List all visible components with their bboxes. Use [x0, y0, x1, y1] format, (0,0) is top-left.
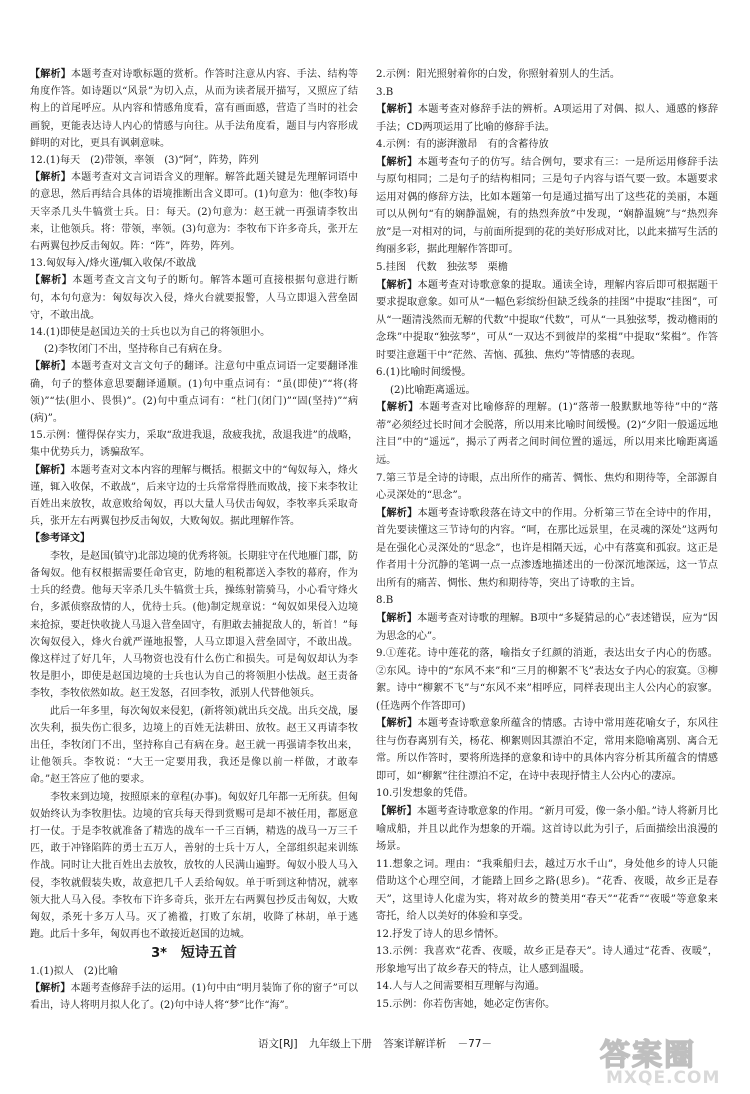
- analysis-tag: 【解析】: [30, 361, 72, 373]
- answer-item: 2.示例：阳光照射着你的白发，你照射着别人的生活。: [376, 69, 621, 80]
- answer-analysis: [30, 169, 358, 255]
- footer-book: 答案详解详析: [383, 1038, 447, 1050]
- left-column: [30, 66, 358, 1014]
- analysis-tag: 【解析】: [376, 611, 418, 624]
- analysis-tag: 【解析】: [30, 982, 71, 994]
- analysis-text: 本题考查对诗歌的理解。B项中“多疑猜忌的心”表述错误，应为“因为思念的心”。: [376, 612, 719, 642]
- watermark-domain: MXQE.COM: [606, 1068, 721, 1088]
- analysis-tag: 【解析】: [376, 506, 418, 519]
- analysis-tag: 【解析】: [376, 804, 417, 817]
- analysis-text: 本题考查对比喻修辞的理解。(1)“落蒂一般默默地等待”中的“落蒂”必须经过长时间才会脱落，所以用来比喻时间缓慢。(2)“夕阳一般遥远地注目”中的“遥远”，揭示了两者之间时间位置的遥远，所以用来比喻距离遥远。: [376, 402, 719, 467]
- answer-item: 9.①莲花。诗中莲花的落，喻指女子红颜的消逝，表达出女子内心的伤感。②东风。诗中的“东风不来”和“三月的柳絮不飞”表达女子内心的寂寞。③柳絮。诗中“柳絮不飞”与“东风不来”相呼应，同样表现出主人公内心的寂寥。(任选两个作答即可): [376, 648, 718, 712]
- answer-analysis: [376, 610, 718, 645]
- analysis-tag: 【解析】: [30, 172, 72, 184]
- answer-item: 15.示例：你若伤害她，她必定伤害你。: [376, 998, 556, 1010]
- answer-item: 12.抒发了诗人的思乡情怀。: [376, 928, 505, 940]
- answer-analysis: [30, 462, 358, 531]
- analysis-tag: 【解析】: [376, 401, 419, 414]
- answer-item: 4.示例：有的澎湃激昂 有的含蓄待放: [376, 139, 549, 151]
- analysis-tag: 【解析】: [30, 69, 72, 80]
- watermark-logo-text: 答案圈: [600, 1038, 696, 1073]
- analysis-text: 本题考查诗歌意象的作用。“新月可爱，像一条小船。”诗人将新月比喻成船，并且以此作为想象的开端。这首诗以此为引子，后面描绘出浪漫的场景。: [376, 805, 718, 853]
- footer-subject: 语文[RJ]: [258, 1038, 298, 1050]
- answer-item: 3.B: [376, 86, 394, 98]
- answer-item: 14.(1)即使是赵国边关的士兵也以为自己的将领胆小。: [30, 327, 271, 339]
- answer-item: 14.人与人之间需要相互理解与沟通。: [376, 981, 546, 993]
- answer-analysis: [376, 154, 718, 259]
- right-column: [376, 66, 718, 1014]
- analysis-tag: 【解析】: [376, 717, 418, 730]
- answer-item: 11.想象之词。理由：“我乘船归去，越过万水千山”，身处他乡的诗人只能借助这个心理空间，才能踏上回乡之路(思乡)。“花香、夜暖，故乡正是春天”，这里诗人化虚为实，将对故乡的赞美用“春天”“花香”“夜暖”等意象来寄托，给人以美好的体验和享受。: [376, 858, 718, 923]
- analysis-text: 本题考查对修辞手法的辨析。A项运用了对偶、拟人、通感的修辞手法；CD两项运用了比喻的修辞手法。: [376, 104, 719, 133]
- footer-page-number: －77－: [457, 1038, 492, 1050]
- analysis-text: 本题考查对文本内容的理解与概括。根据文中的“匈奴每入，烽火谨，辄入收保，不敢战”，后来守边的士兵常常得胜而败战，接下来李牧让百姓出来放牧，故意败给匈奴，再以大量人马伏击匈奴，李牧率兵采取奇兵，张开左右两翼包抄反击匈奴，大败匈奴。据此理解作答。: [30, 464, 358, 528]
- answer-item: (2)比喻距离遥远。: [390, 384, 476, 396]
- answer-analysis: [30, 272, 358, 324]
- analysis-text: 本题考查诗歌意象所蕴含的情感。古诗中常用莲花喻女子，东风往往与伤春离别有关，杨花、柳絮则因其漂泊不定，常用来隐喻离别、离合无常。所以作答时，要将所选择的意象和诗中的具体内容分析其所蕴含的情感即可，如“柳絮”往往漂泊不定，在诗中表现抒情主人公内心的凄凉。: [376, 718, 719, 782]
- section-title: 短诗五首: [180, 945, 237, 962]
- analysis-text: 本题考查对文言词语含义的理解。解答此题关键是先理解词语中的意思，然后再结合具体的语境推断出含义即可。(1)句意为：他(李牧)每天宰杀几头牛犒赏士兵。日：每天。(2)句意为：赵王就一再强请李牧出来，让他领兵。将：带领，率领。(3)句意为：李牧布下许多奇兵，张开左右两翼包抄反击匈奴。阵：“阵”，阵势，阵列。: [30, 172, 359, 253]
- translation-paragraph: 此后一年多里，每次匈奴来侵犯，(新将领)就出兵交战。出兵交战，屡次失利，损失伤亡很多，边境上的百姓无法耕田、放牧。赵王又再请李牧出任，李牧闭门不出，坚持称自己有病在身。赵王就一再强请李牧出来，让他领兵。李牧说：“大王一定要用我，我还是像以前一样做，才敢奉命。”赵王答应了他的要求。: [30, 705, 358, 786]
- watermark-logo: [600, 1030, 740, 1090]
- analysis-tag: 【解析】: [376, 155, 418, 168]
- translation-paragraph: 李牧来到边境，按照原来的章程(办事)。匈奴好几年都一无所获。但匈奴始终认为李牧胆怯。边境的官兵每天得到赏赐可是却不被任用，都愿意打一仗。于是李牧就准备了精选的战车一千三百辆，精选的战马一万三千匹，敢于冲锋陷阵的勇士五万人，善射的士兵十万人，全部组织起来训练作战。同时让大批百姓出去放牧，放牧的人民满山遍野。匈奴小股人马入侵，李牧就假装失败，故意把几千人丢给匈奴。单于听到这种情况，就率领大批人马入侵。李牧布下许多奇兵，张开左右两翼包抄反击匈奴，大败匈奴，杀死十多万人马。灭了襜褴，打败了东胡，收降了林胡，单于逃跑。此后十多年，匈奴再也不敢接近赵国的边城。: [30, 791, 358, 941]
- answer-item: (2)李牧闭门不出，坚持称自己有病在身。: [44, 344, 229, 356]
- analysis-text: 本题考查句子的仿写。结合例句，要求有三：一是所运用修辞手法与原句相同；二是句子的结构相同；三是句子内容与语气要一致。本题要求运用对偶的修辞方法，比如本题第一句是通过描写出了这些花的美丽，本题可以从例句“有的娴静温婉，有的热烈奔放”中发现，“娴静温婉”与“热烈奔放”是一对相对的词，与前面所提到的花的美好形成对比，以此来描写生活的绚丽多彩，据此理解作答即可。: [376, 156, 719, 256]
- analysis-text: 本题考查修辞手法的运用。(1)句中由“明月装饰了你的窗子”可以看出，诗人将明月拟人化了。(2)句中诗人将“梦”比作“海”。: [30, 982, 359, 1011]
- translation-paragraph: 李牧，是赵国(镇守)北部边境的优秀将领。长期驻守在代地雁门郡，防备匈奴。他有权根据需要任命官吏，防地的租税都送入李牧的幕府，作为士兵的经费。他每天宰杀几头牛犒赏士兵，操练射箭骑马，小心看守烽火台，多派侦察敌情的人，优待士兵。(他)制定规章说：“匈奴如果侵入边境来抢掠，要赶快收拢人马退入营垒固守，有胆敢去捕捉敌人的，斩首！”每次匈奴侵入，烽火台就严谨地报警，人马立即退入营垒固守，不敢出战。像这样过了好几年，人马物资也没有什么伤亡和损失。可是匈奴却认为李牧是胆小，即使是赵国边境的士兵也认为自己的将领胆小怯战。赵王责备李牧，李牧依然如故。赵王发怒，召回李牧，派别人代替他领兵。: [30, 550, 358, 700]
- analysis-text: 本题考查文言文句子的断句。解答本题可直接根据句意进行断句，本句句意为：匈奴每次入侵，烽火台就要报警，人马立即退入营垒固守，不敢出战。: [30, 275, 359, 321]
- answer-item: 12.(1)每天 (2)带领，率领 (3)“阿”，阵势，阵列: [30, 155, 259, 167]
- answer-analysis: [376, 715, 718, 785]
- analysis-tag: 【解析】: [30, 275, 73, 287]
- answer-item: 7.第三节是全诗的诗眼，点出所作的痛苦、惆怅、焦灼和期待等，全部源自心灵深处的“思念”。: [376, 472, 718, 502]
- reference-translation-heading: 【参考译文】: [30, 533, 90, 545]
- answer-item: 10.引发想象的凭借。: [376, 788, 474, 800]
- footer-grade: 九年级上下册: [308, 1038, 372, 1050]
- answer-item: 1.(1)拟人 (2)比喻: [30, 965, 118, 977]
- answer-analysis: [30, 358, 358, 427]
- answer-analysis: [376, 101, 718, 136]
- answer-analysis: [376, 399, 718, 469]
- answer-item: 13.匈奴每入/烽火谨/辄入收保/不敢战: [30, 258, 197, 270]
- answer-item: 5.挂图 代数 独弦琴 栗檐: [376, 262, 508, 274]
- answer-analysis: [30, 980, 358, 1014]
- answer-analysis: [376, 277, 718, 365]
- analysis-text: 本题考查对文言文句子的翻译。注意句中重点词语一定要翻译准确，句子的整体意思要翻译通顺。(1)句中重点词有：“虽(即使)”“将(将领)”“怯(胆小、畏惧)”。(2)句中重点词有：“杜门(闭门)”“固(坚持)”“病(病)”。: [30, 361, 359, 425]
- answer-item: 13.示例：我喜欢“花香、夜暖，故乡正是春天”。诗人通过“花香、夜暖”，形象地写出了故乡春天的特点，让人感到温暖。: [376, 946, 718, 975]
- answer-item: 8.B: [376, 595, 394, 607]
- analysis-text: 本题考查对诗歌标题的赏析。作答时注意从内容、手法、结构等角度作答。如诗题以“风景”为切入点，从而为读者展开描写，又照应了结构上的首尾呼应。从内容和情感角度看，富有画面感，营造了当时的社会画貌，更能表达诗人内心的情感与向往。从手法角度看，题目与内容形成鲜明的对比，更具有讽刺意味。: [30, 69, 359, 149]
- section-number: 3*: [151, 946, 167, 962]
- analysis-tag: 【解析】: [376, 278, 418, 291]
- analysis-tag: 【解析】: [376, 103, 418, 116]
- answer-item: 15.示例：懂得保存实力，采取“敌进我退，敌疲我扰，敌退我进”的战略，集中优势兵力，诱骗敌军。: [30, 430, 358, 459]
- answer-analysis: [30, 66, 358, 152]
- analysis-text: 本题考查对诗歌意象的提取。通读全诗，理解内容后即可根据题干要求提取意象。如可从“一幅色彩缤纷但缺乏线条的挂图”中提取“挂图”，可从“一题清浅然而无解的代数”中提取“代数”，可从“一具独弦琴，拨动檐雨的念珠”中提取“独弦琴”，可从“一双达不到彼岸的桨楫”中提取“桨楫”。作答时要注意题干中“茫然、苦恼、孤独、焦灼”等情感的表现。: [376, 279, 719, 361]
- answer-item: 6.(1)比喻时间缓慢。: [376, 367, 472, 379]
- answer-analysis: [376, 803, 718, 856]
- analysis-tag: 【解析】: [30, 464, 71, 476]
- analysis-text: 本题考查诗歌段落在诗文中的作用。分析第三节在全诗中的作用，首先要读懂这三节诗句的内容。“呵，在那比远景里，在灵魂的深处”这两句是在强化心灵深处的“思念”，也许是相隔天远，心中有落寞和孤寂。这正是作者用十分沉静的笔调一点一点渗透地描述出的一份深沉地深远，这一节点出所有的痛苦、惆怅、焦灼和期待等，突出了诗歌的主旨。: [376, 507, 719, 589]
- section-heading: [30, 945, 358, 962]
- answer-analysis: [376, 505, 718, 593]
